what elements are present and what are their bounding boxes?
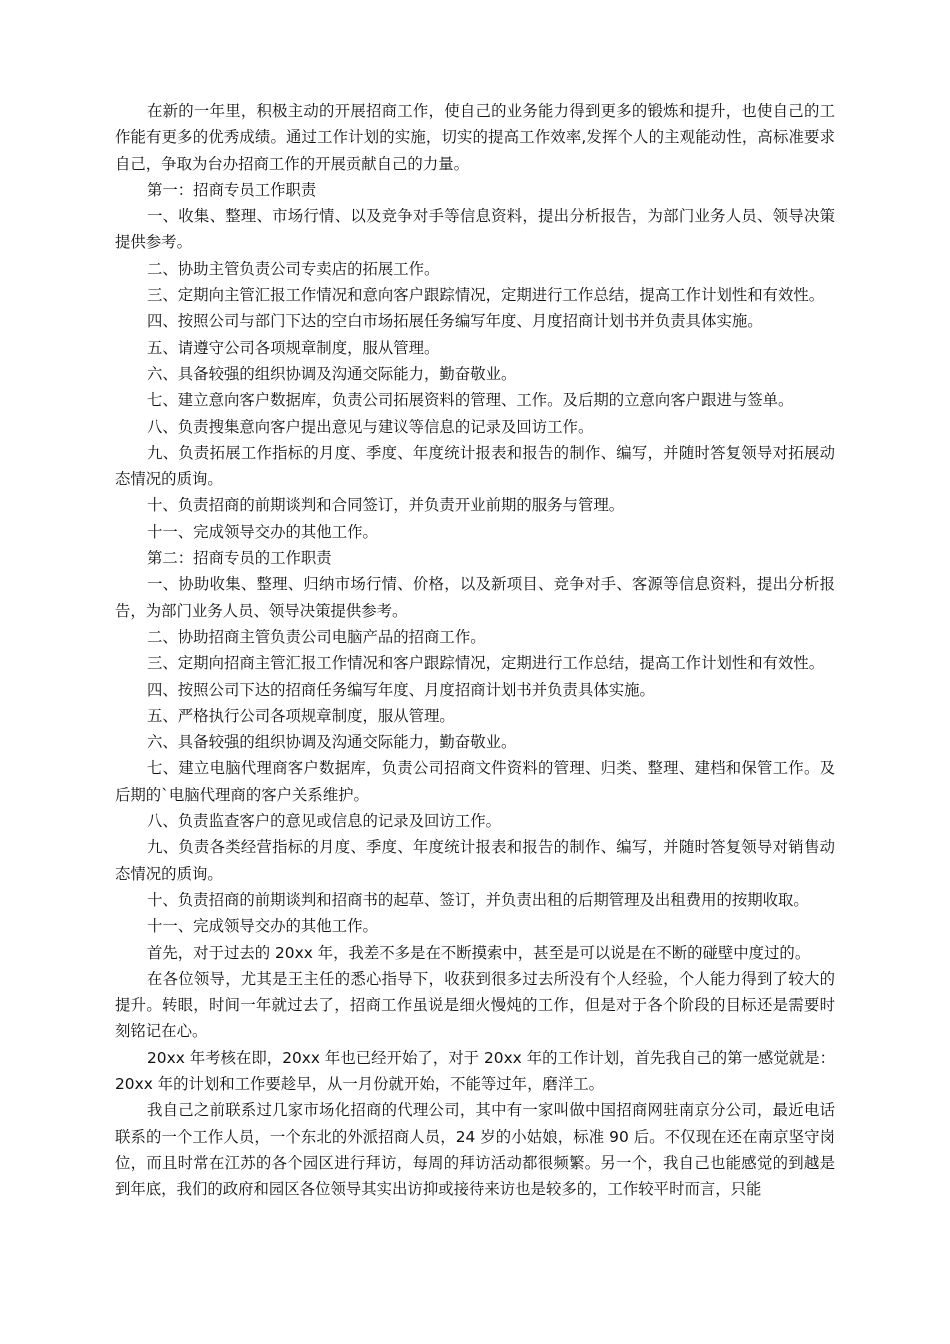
paragraph: 六、具备较强的组织协调及沟通交际能力，勤奋敬业。 xyxy=(147,364,517,383)
paragraph: 七、建立电脑代理商客户数据库，负责公司招商文件资料的管理、归类、整理、建档和保管工作。及后期的`电脑代理商的客户关系维护。 xyxy=(115,759,835,804)
paragraph: 五、请遵守公司各项规章制度，服从管理。 xyxy=(147,338,440,357)
paragraph: 十一、完成领导交办的其他工作。 xyxy=(147,917,378,936)
paragraph: 十、负责招商的前期谈判和招商书的起草、签订，并负责出租的后期管理及出租费用的按期收取。 xyxy=(147,890,809,909)
paragraph: 九、负责拓展工作指标的月度、季度、年度统计报表和报告的制作、编写，并随时答复领导对拓展动态情况的质询。 xyxy=(115,443,835,489)
paragraph: 三、定期向招商主管汇报工作情况和客户跟踪情况，定期进行工作总结，提高工作计划性和有效性。 xyxy=(147,654,825,673)
paragraph: 二、协助主管负责公司专卖店的拓展工作。 xyxy=(147,259,440,278)
paragraph: 一、收集、整理、市场行情、以及竞争对手等信息资料，提出分析报告，为部门业务人员、领导决策提供参考。 xyxy=(115,207,835,252)
paragraph: 四、按照公司与部门下达的空白市场拓展任务编写年度、月度招商计划书并负责具体实施。 xyxy=(147,312,763,331)
paragraph: 一、协助收集、整理、归纳市场行情、价格，以及新项目、竞争对手、客源等信息资料，提出分析报告，为部门业务人员、领导决策提供参考。 xyxy=(115,575,835,620)
document-page xyxy=(115,98,835,1202)
paragraph: 十、负责招商的前期谈判和合同签订，并负责开业前期的服务与管理。 xyxy=(147,496,625,515)
section-heading: 第一：招商专员工作职责 xyxy=(147,180,317,199)
paragraph: 在各位领导，尤其是王主任的悉心指导下，收获到很多过去所没有个人经验，个人能力得到了较大的提升。转眼，时间一年就过去了，招商工作虽说是细火慢炖的工作，但是对于各个阶段的目标还是需要时刻铭记在心。 xyxy=(115,969,835,1041)
paragraph: 二、协助招商主管负责公司电脑产品的招商工作。 xyxy=(147,627,486,646)
paragraph: 五、严格执行公司各项规章制度，服从管理。 xyxy=(147,706,455,725)
paragraph: 七、建立意向客户数据库，负责公司拓展资料的管理、工作。及后期的立意向客户跟进与签单。 xyxy=(147,391,794,410)
paragraph: 六、具备较强的组织协调及沟通交际能力，勤奋敬业。 xyxy=(147,733,517,752)
paragraph: 在新的一年里，积极主动的开展招商工作，使自己的业务能力得到更多的锻炼和提升，也使自己的工作能有更多的优秀成绩。通过工作计划的实施，切实的提高工作效率,发挥个人的主观能动性，高标准要求自己，争取为台办招商工作的开展贡献自己的力量。 xyxy=(115,102,835,173)
paragraph: 首先，对于过去的 20xx 年，我差不多是在不断摸索中，甚至是可以说是在不断的碰壁中度过的。 xyxy=(147,943,811,962)
paragraph: 八、负责监查客户的意见或信息的记录及回访工作。 xyxy=(147,812,501,831)
paragraph: 九、负责各类经营指标的月度、季度、年度统计报表和报告的制作、编写，并随时答复领导对销售动态情况的质询。 xyxy=(115,838,835,883)
paragraph: 四、按照公司下达的招商任务编写年度、月度招商计划书并负责具体实施。 xyxy=(147,680,655,699)
paragraph: 八、负责搜集意向客户提出意见与建议等信息的记录及回访工作。 xyxy=(147,417,594,436)
paragraph: 我自己之前联系过几家市场化招商的代理公司，其中有一家叫做中国招商网驻南京分公司，最近电话联系的一个工作人员，一个东北的外派招商人员，24 岁的小姑娘，标准 90 后。不仅现在还在南京坚守岗位，而且时常在江苏的各个园区进行拜访，每周的拜访活动都很频繁。另一个，我自己也能感觉的到越是到年底，我们的政府和园区各位领导其实出访抑或接待来访也是较多的，工作较平时而言，只能 xyxy=(115,1101,835,1199)
paragraph: 三、定期向主管汇报工作情况和意向客户跟踪情况，定期进行工作总结，提高工作计划性和有效性。 xyxy=(147,286,825,305)
paragraph: 20xx 年考核在即，20xx 年也已经开始了，对于 20xx 年的工作计划，首先我自己的第一感觉就是：20xx 年的计划和工作要趁早，从一月份就开始，不能等过年，磨洋工。 xyxy=(115,1048,835,1093)
section-heading: 第二：招商专员的工作职责 xyxy=(147,549,332,568)
paragraph: 十一、完成领导交办的其他工作。 xyxy=(147,522,378,541)
